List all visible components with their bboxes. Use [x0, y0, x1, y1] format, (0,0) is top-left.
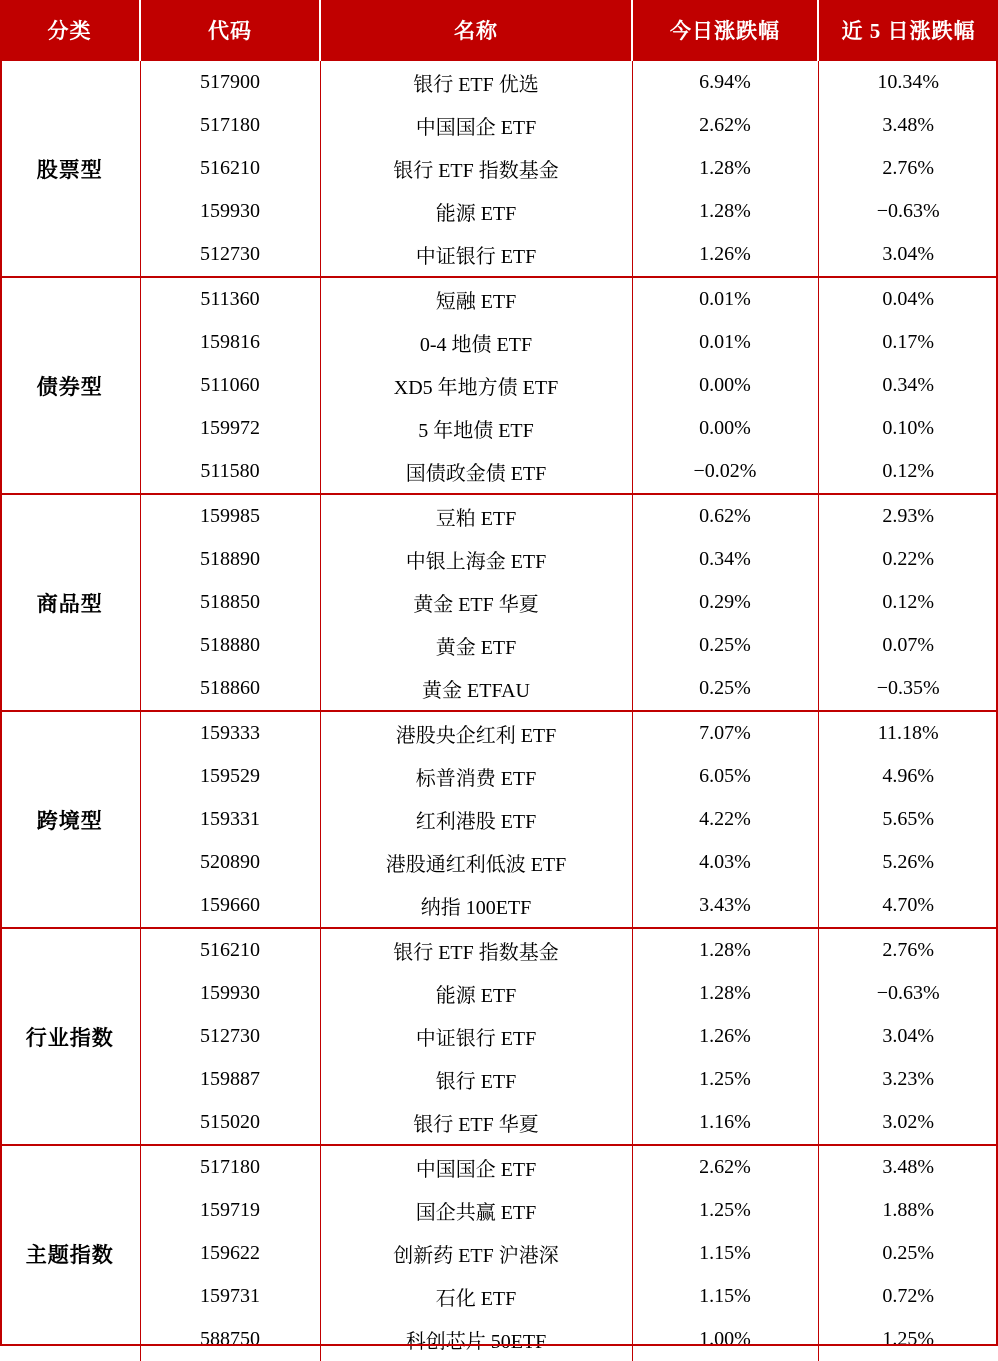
five-day-change-cell: 5.26% [882, 851, 935, 873]
today-change-cell: −0.02% [632, 450, 818, 494]
name-cell: 港股通红利低波 ETF [320, 841, 632, 884]
five-day-change-cell: 3.48% [882, 114, 935, 136]
five-day-change-cell: 5.65% [882, 808, 935, 830]
table-row [0, 233, 998, 277]
name-cell: 黄金 ETFAU [320, 667, 632, 711]
table-row [0, 277, 998, 321]
today-change-cell: 4.22% [632, 798, 818, 841]
today-change-cell: 1.15% [632, 1232, 818, 1275]
five-day-change-cell: 0.22% [882, 548, 935, 570]
code-cell: 588750 [140, 1318, 320, 1361]
name-cell: 能源 ETF [320, 972, 632, 1015]
column-header-category: 分类 [0, 0, 140, 60]
code-cell: 518890 [140, 538, 320, 581]
code-cell: 518860 [140, 667, 320, 711]
name-cell: 红利港股 ETF [320, 798, 632, 841]
name-cell: 0-4 地债 ETF [320, 321, 632, 364]
code-cell: 159930 [140, 972, 320, 1015]
table-row [0, 711, 998, 755]
code-cell: 159930 [140, 190, 320, 233]
code-cell: 516210 [140, 928, 320, 972]
name-cell: 银行 ETF 指数基金 [320, 928, 632, 972]
name-cell: 国企共赢 ETF [320, 1189, 632, 1232]
code-cell: 159731 [140, 1275, 320, 1318]
five-day-change-cell: −0.63% [876, 200, 940, 222]
table-row [0, 1189, 998, 1232]
name-cell: XD5 年地方债 ETF [320, 364, 632, 407]
table-row [0, 1015, 998, 1058]
table-body [0, 60, 998, 1361]
table-row [0, 190, 998, 233]
five-day-change-cell: −0.63% [876, 982, 940, 1004]
code-cell: 516210 [140, 147, 320, 190]
five-day-change-cell: 10.34% [818, 60, 998, 104]
header-row [0, 0, 998, 60]
code-cell: 159816 [140, 321, 320, 364]
category-cell: 主题指数 [0, 1145, 140, 1361]
name-cell: 银行 ETF 指数基金 [320, 147, 632, 190]
five-day-change-cell: 0.12% [882, 460, 935, 482]
table-row [0, 407, 998, 450]
code-cell: 159331 [140, 798, 320, 841]
today-change-cell: 1.25% [632, 1189, 818, 1232]
name-cell: 短融 ETF [320, 277, 632, 321]
table-row [0, 1058, 998, 1101]
today-change-cell: 0.01% [632, 321, 818, 364]
today-change-cell: 1.26% [632, 233, 818, 277]
name-cell: 黄金 ETF [320, 624, 632, 667]
name-cell: 豆粕 ETF [320, 494, 632, 538]
today-change-cell: 0.25% [632, 624, 818, 667]
category-cell: 跨境型 [0, 711, 140, 928]
table-row [0, 321, 998, 364]
name-cell: 中国国企 ETF [320, 1145, 632, 1189]
code-cell: 159333 [140, 711, 320, 755]
code-cell: 159985 [140, 494, 320, 538]
today-change-cell: 7.07% [632, 711, 818, 755]
name-cell: 能源 ETF [320, 190, 632, 233]
name-cell: 黄金 ETF 华夏 [320, 581, 632, 624]
today-change-cell: 0.62% [632, 494, 818, 538]
code-cell: 511580 [140, 450, 320, 494]
today-change-cell: 1.00% [632, 1318, 818, 1361]
code-cell: 159972 [140, 407, 320, 450]
column-header-today-change: 今日涨跌幅 [632, 0, 818, 60]
code-cell: 159887 [140, 1058, 320, 1101]
code-cell: 512730 [140, 1015, 320, 1058]
five-day-change-cell: 0.12% [882, 591, 935, 613]
today-change-cell: 2.62% [632, 1145, 818, 1189]
table-row [0, 884, 998, 928]
today-change-cell: 1.15% [632, 1275, 818, 1318]
five-day-change-cell: 4.70% [882, 894, 935, 916]
table-row [0, 841, 998, 884]
today-change-cell: 0.34% [632, 538, 818, 581]
code-cell: 159660 [140, 884, 320, 928]
category-cell: 债券型 [0, 277, 140, 494]
name-cell: 银行 ETF [320, 1058, 632, 1101]
five-day-change-cell: 0.07% [882, 634, 935, 656]
table-row [0, 1318, 998, 1361]
name-cell: 纳指 100ETF [320, 884, 632, 928]
five-day-change-cell: 0.17% [882, 331, 935, 353]
five-day-change-cell: 11.18% [818, 711, 998, 755]
table-row [0, 1232, 998, 1275]
category-cell: 商品型 [0, 494, 140, 711]
today-change-cell: 1.16% [632, 1101, 818, 1145]
today-change-cell: 0.29% [632, 581, 818, 624]
five-day-change-cell: 3.23% [882, 1068, 935, 1090]
table-header [0, 0, 998, 60]
five-day-change-cell: 0.34% [882, 374, 935, 396]
table-row [0, 928, 998, 972]
name-cell: 5 年地债 ETF [320, 407, 632, 450]
table-row [0, 581, 998, 624]
table-row [0, 624, 998, 667]
name-cell: 中证银行 ETF [320, 233, 632, 277]
today-change-cell: 1.26% [632, 1015, 818, 1058]
code-cell: 511360 [140, 277, 320, 321]
today-change-cell: 3.43% [632, 884, 818, 928]
five-day-change-cell: 0.10% [882, 417, 935, 439]
today-change-cell: 6.05% [632, 755, 818, 798]
today-change-cell: 1.28% [632, 147, 818, 190]
five-day-change-cell: 0.25% [882, 1242, 935, 1264]
category-cell: 行业指数 [0, 928, 140, 1145]
code-cell: 517180 [140, 104, 320, 147]
today-change-cell: 0.00% [632, 407, 818, 450]
five-day-change-cell: 4.96% [882, 765, 935, 787]
code-cell: 518850 [140, 581, 320, 624]
name-cell: 石化 ETF [320, 1275, 632, 1318]
name-cell: 中证银行 ETF [320, 1015, 632, 1058]
code-cell: 159529 [140, 755, 320, 798]
column-header-five-day-change: 近 5 日涨跌幅 [818, 0, 998, 60]
table-row [0, 755, 998, 798]
five-day-change-cell: 2.76% [818, 928, 998, 972]
today-change-cell: 6.94% [632, 60, 818, 104]
name-cell: 中银上海金 ETF [320, 538, 632, 581]
table-row [0, 104, 998, 147]
name-cell: 标普消费 ETF [320, 755, 632, 798]
today-change-cell: 1.28% [632, 972, 818, 1015]
today-change-cell: 2.62% [632, 104, 818, 147]
code-cell: 511060 [140, 364, 320, 407]
name-cell: 中国国企 ETF [320, 104, 632, 147]
five-day-change-cell: 3.48% [818, 1145, 998, 1189]
table-row [0, 60, 998, 104]
five-day-change-cell: 3.04% [882, 243, 935, 265]
code-cell: 518880 [140, 624, 320, 667]
today-change-cell: 0.25% [632, 667, 818, 711]
table-row [0, 667, 998, 711]
five-day-change-cell: 0.72% [882, 1285, 935, 1307]
today-change-cell: 0.01% [632, 277, 818, 321]
name-cell: 科创芯片 50ETF [320, 1318, 632, 1361]
column-header-code: 代码 [140, 0, 320, 60]
table-row [0, 972, 998, 1015]
five-day-change-cell: 2.93% [818, 494, 998, 538]
five-day-change-cell: 0.04% [818, 277, 998, 321]
five-day-change-cell: 3.02% [882, 1111, 935, 1133]
code-cell: 515020 [140, 1101, 320, 1145]
table-row [0, 798, 998, 841]
five-day-change-cell: 3.04% [882, 1025, 935, 1047]
column-header-name: 名称 [320, 0, 632, 60]
table-row [0, 494, 998, 538]
code-cell: 159622 [140, 1232, 320, 1275]
table-row [0, 1101, 998, 1145]
five-day-change-cell: 1.88% [882, 1199, 935, 1221]
table-row [0, 147, 998, 190]
name-cell: 国债政金债 ETF [320, 450, 632, 494]
table-row [0, 1275, 998, 1318]
table-row [0, 450, 998, 494]
code-cell: 517180 [140, 1145, 320, 1189]
name-cell: 银行 ETF 优选 [320, 60, 632, 104]
name-cell: 创新药 ETF 沪港深 [320, 1232, 632, 1275]
category-cell: 股票型 [0, 60, 140, 277]
today-change-cell: 0.00% [632, 364, 818, 407]
five-day-change-cell: 2.76% [882, 157, 935, 179]
table-row [0, 364, 998, 407]
name-cell: 银行 ETF 华夏 [320, 1101, 632, 1145]
today-change-cell: 1.28% [632, 190, 818, 233]
code-cell: 517900 [140, 60, 320, 104]
code-cell: 520890 [140, 841, 320, 884]
name-cell: 港股央企红利 ETF [320, 711, 632, 755]
today-change-cell: 1.25% [632, 1058, 818, 1101]
table-row [0, 1145, 998, 1189]
five-day-change-cell: 1.25% [882, 1328, 935, 1350]
table-row [0, 538, 998, 581]
code-cell: 159719 [140, 1189, 320, 1232]
today-change-cell: 4.03% [632, 841, 818, 884]
today-change-cell: 1.28% [632, 928, 818, 972]
five-day-change-cell: −0.35% [876, 677, 940, 699]
code-cell: 512730 [140, 233, 320, 277]
